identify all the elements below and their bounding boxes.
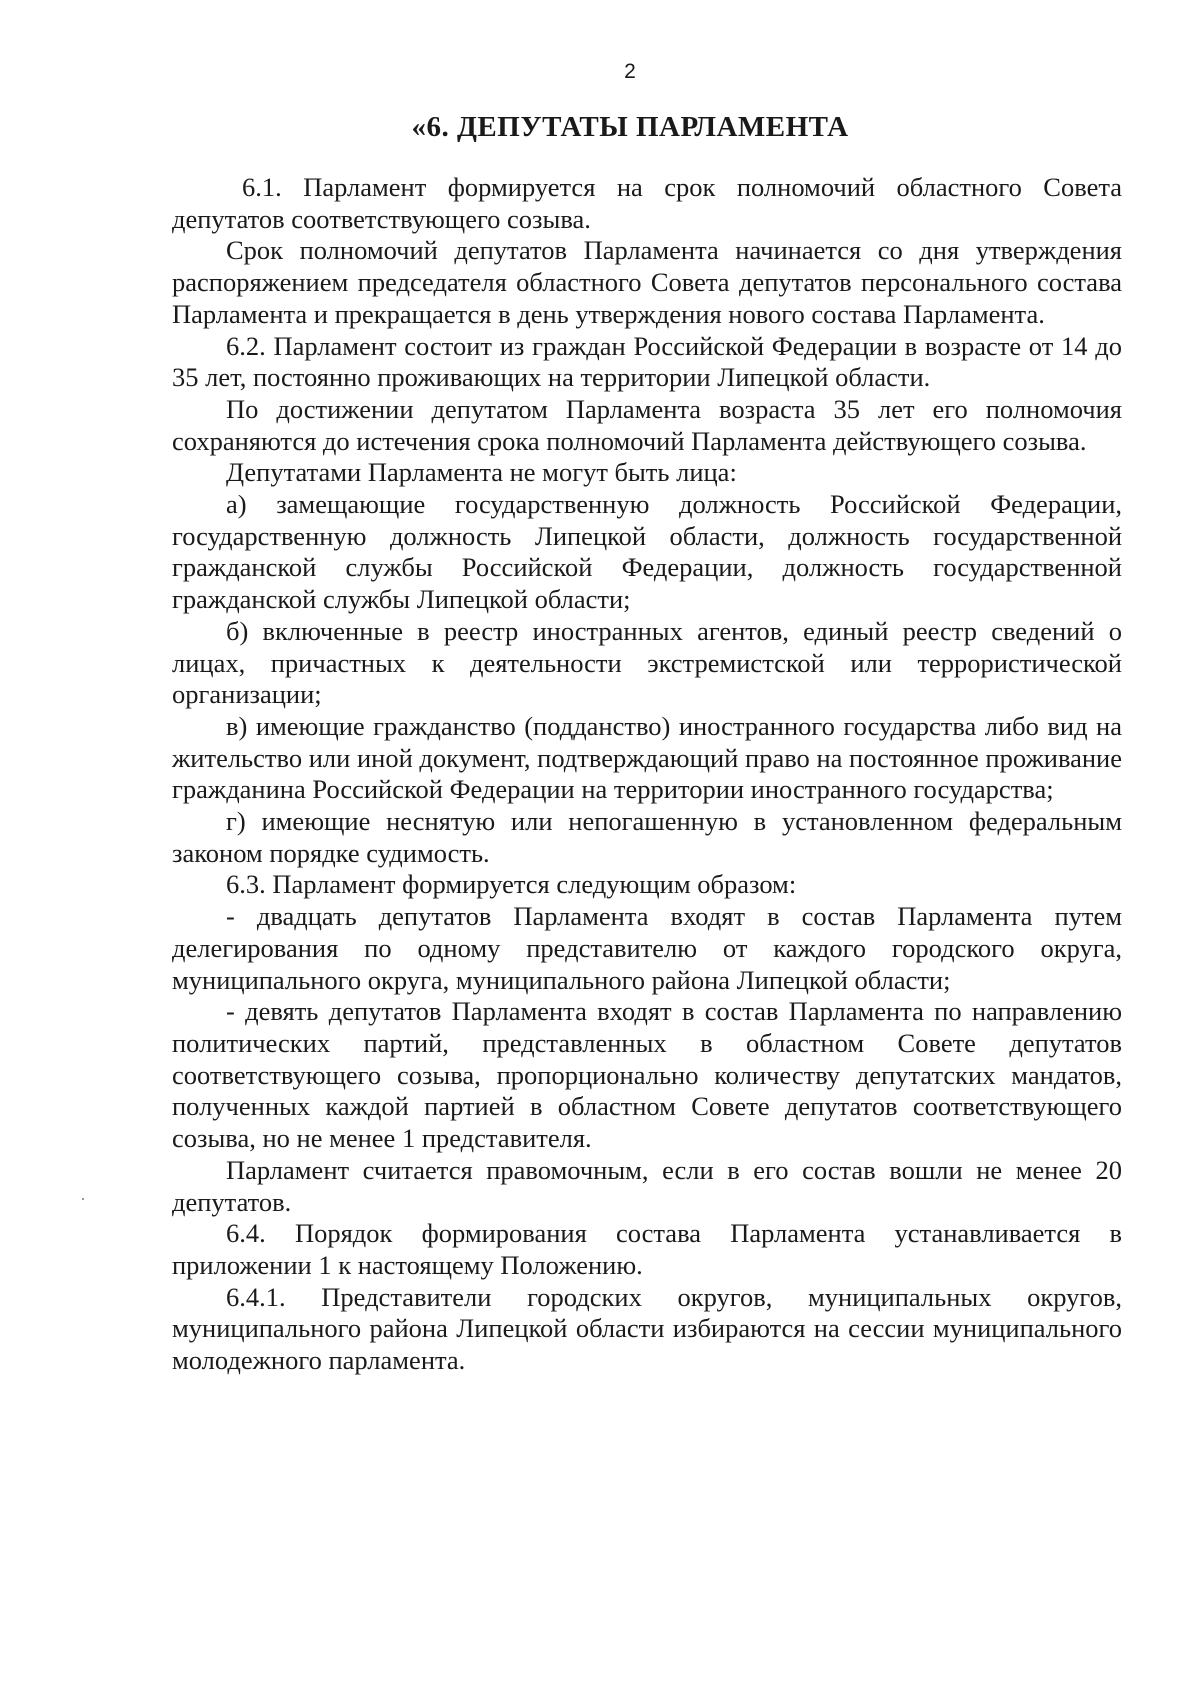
list-item-v: в) имеющие гражданство (подданство) иностранного государства либо вид на жительство или иной документ, подтверждающий право на постоянное проживание гражданина Российской Федерации на территории иностранного государства; <box>172 710 1122 805</box>
list-item-g: г) имеющие неснятую или непогашенную в установленном федеральным законом порядке судимость. <box>172 806 1122 868</box>
paragraph-term: Срок полномочий депутатов Парламента начинается со дня утверждения распоряжением председателя областного Совета депутатов персонального состава Парламента и прекращается в день утверждения нового состава Парламента. <box>172 235 1122 329</box>
paragraph-6-4: 6.4. Порядок формирования состава Парламента устанавливается в приложении 1 к настоящему Положению. <box>172 1218 1122 1280</box>
paragraph-6-3: 6.3. Парламент формируется следующим образом: <box>226 869 797 900</box>
list-item-b: б) включенные в реестр иностранных агентов, единый реестр сведений о лицах, причастных к деятельности экстремистской или террористической организации; <box>172 615 1122 710</box>
list-item-a: а) замещающие государственную должность Российской Федерации, государственную должность Липецкой области, должность государственной гражданской службы Российской Федерации, должность государственной гражданской службы Липецкой области; <box>172 489 1122 615</box>
list-item-nine-deputies: - девять депутатов Парламента входят в состав Парламента по направлению политических партий, представленных в областном Совете депутатов соответствующего созыва, пропорционально количеству депутатских мандатов, полученных каждой партией в областном Совете депутатов соответствующего созыва, но не менее 1 представителя. <box>172 996 1122 1154</box>
paragraph-quorum: Парламент считается правомочным, если в его состав вошли не менее 20 депутатов. <box>172 1154 1122 1217</box>
paragraph-6-2: 6.2. Парламент состоит из граждан Российской Федерации в возрасте от 14 до 35 лет, постоянно проживающих на территории Липецкой области. <box>172 330 1122 393</box>
paragraph-ineligible-intro: Депутатами Парламента не могут быть лица: <box>226 457 737 488</box>
document-body <box>172 172 1122 1377</box>
list-item-twenty-deputies: - двадцать депутатов Парламента входят в состав Парламента путем делегирования по одному представителю от каждого городского округа, муниципального округа, муниципального района Липецкой области; <box>172 901 1122 995</box>
paragraph-6-1: 6.1. Парламент формируется на срок полномочий областного Совета депутатов соответствующего созыва. <box>172 172 1122 234</box>
section-title: «6. ДЕПУТАТЫ ПАРЛАМЕНТА <box>411 111 849 143</box>
scan-artifact <box>82 1198 84 1200</box>
page-number: 2 <box>624 60 636 83</box>
paragraph-age-limit: По достижении депутатом Парламента возраста 35 лет его полномочия сохраняются до истечения срока полномочий Парламента действующего созыва. <box>172 393 1122 456</box>
paragraph-6-4-1: 6.4.1. Представители городских округов, муниципальных округов, муниципального района Липецкой области избираются на сессии муниципального молодежного парламента. <box>172 1281 1122 1376</box>
